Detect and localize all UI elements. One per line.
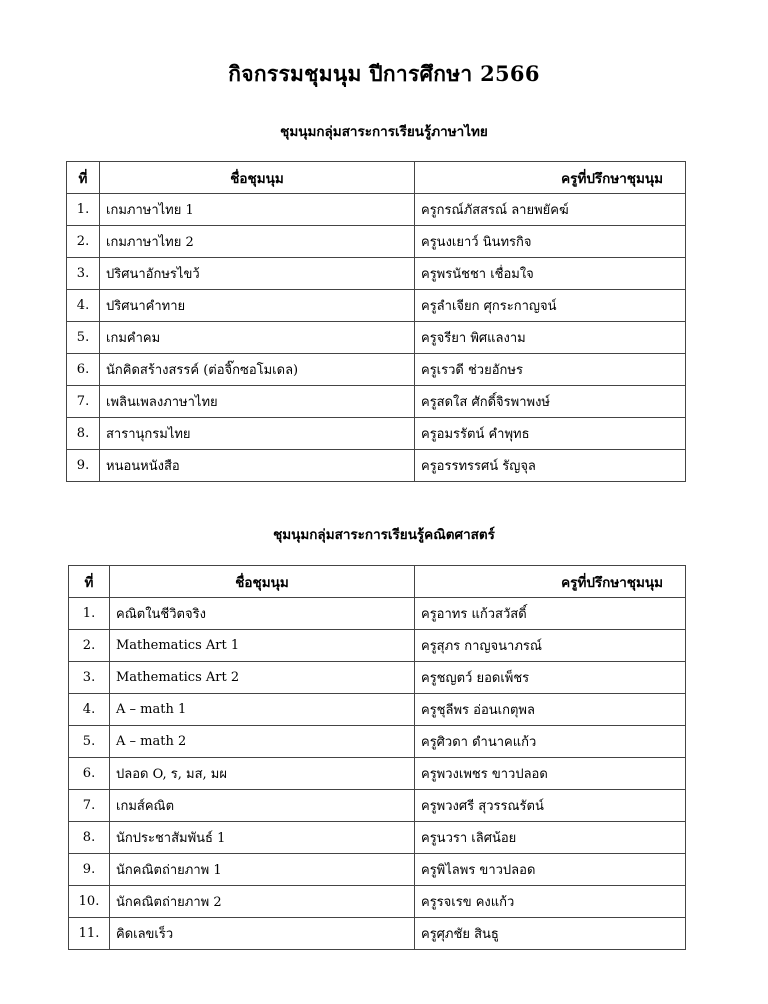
table-row bbox=[67, 386, 686, 418]
advisor-name: ครูนวรา เลิศน้อย bbox=[415, 822, 686, 854]
header-number: ที่ bbox=[67, 162, 100, 194]
advisor-name: ครูจรียา พิศแลงาม bbox=[415, 322, 686, 354]
row-number: 3. bbox=[69, 662, 110, 694]
club-name: ปริศนาอักษรไขว้ bbox=[100, 258, 415, 290]
table-row bbox=[67, 258, 686, 290]
row-number: 9. bbox=[67, 450, 100, 482]
table-row bbox=[69, 598, 686, 630]
advisor-name: ครูพวงเพชร ขาวปลอด bbox=[415, 758, 686, 790]
club-name: หนอนหนังสือ bbox=[100, 450, 415, 482]
header-club-name: ชื่อชุมนุม bbox=[100, 162, 415, 194]
advisor-name: ครูพวงศรี สุวรรณรัตน์ bbox=[415, 790, 686, 822]
table-row bbox=[69, 630, 686, 662]
table-row bbox=[69, 694, 686, 726]
club-name: นักคิดสร้างสรรค์ (ต่อจิ๊กซอโมเดล) bbox=[100, 354, 415, 386]
row-number: 4. bbox=[67, 290, 100, 322]
table-row bbox=[67, 290, 686, 322]
club-name: คณิตในชีวิตจริง bbox=[110, 598, 415, 630]
advisor-name: ครูพรนัชชา เชื่อมใจ bbox=[415, 258, 686, 290]
advisor-name: ครูศุภชัย สินธู bbox=[415, 918, 686, 950]
club-name: ปลอด O, ร, มส, มผ bbox=[110, 758, 415, 790]
advisor-name: ครูรจเรข คงแก้ว bbox=[415, 886, 686, 918]
advisor-name: ครูกรณ์ภัสสรณ์ ลายพยัคฆ์ bbox=[415, 194, 686, 226]
advisor-name: ครูอาทร แก้วสวัสดิ์ bbox=[415, 598, 686, 630]
row-number: 11. bbox=[69, 918, 110, 950]
header-club-name: ชื่อชุมนุม bbox=[110, 566, 415, 598]
thai-club-table bbox=[66, 161, 686, 482]
table-row bbox=[69, 758, 686, 790]
club-name: เกมภาษาไทย 1 bbox=[100, 194, 415, 226]
table-row bbox=[67, 354, 686, 386]
row-number: 2. bbox=[69, 630, 110, 662]
table-row bbox=[69, 790, 686, 822]
row-number: 4. bbox=[69, 694, 110, 726]
advisor-name: ครูนงเยาว์ นินทรกิจ bbox=[415, 226, 686, 258]
advisor-name: ครูชญตว์ ยอดเพ็ชร bbox=[415, 662, 686, 694]
advisor-name: ครูสดใส ศักดิ์จิรพาพงษ์ bbox=[415, 386, 686, 418]
advisor-name: ครูสุภร กาญจนาภรณ์ bbox=[415, 630, 686, 662]
table-row bbox=[69, 662, 686, 694]
row-number: 1. bbox=[67, 194, 100, 226]
club-name: คิดเลขเร็ว bbox=[110, 918, 415, 950]
club-name: นักคณิตถ่ายภาพ 1 bbox=[110, 854, 415, 886]
table-row bbox=[67, 418, 686, 450]
header-advisor: ครูที่ปรึกษาชุมนุม bbox=[415, 162, 686, 194]
row-number: 5. bbox=[69, 726, 110, 758]
advisor-name: ครูพิไลพร ขาวปลอด bbox=[415, 854, 686, 886]
table-row bbox=[67, 226, 686, 258]
advisor-name: ครูชุลีพร อ่อนเกตุพล bbox=[415, 694, 686, 726]
row-number: 1. bbox=[69, 598, 110, 630]
row-number: 2. bbox=[67, 226, 100, 258]
club-name: เกมคำคม bbox=[100, 322, 415, 354]
header-advisor: ครูที่ปรึกษาชุมนุม bbox=[415, 566, 686, 598]
table-row bbox=[69, 822, 686, 854]
club-name: A – math 1 bbox=[110, 694, 415, 726]
club-name: Mathematics Art 1 bbox=[110, 630, 415, 662]
header-number: ที่ bbox=[69, 566, 110, 598]
advisor-name: ครูลำเจียก ศุกระกาญจน์ bbox=[415, 290, 686, 322]
club-name: นักประชาสัมพันธ์ 1 bbox=[110, 822, 415, 854]
row-number: 6. bbox=[69, 758, 110, 790]
club-name: เพลินเพลงภาษาไทย bbox=[100, 386, 415, 418]
row-number: 7. bbox=[67, 386, 100, 418]
section-heading-thai: ชุมนุมกลุ่มสาระการเรียนรู้ภาษาไทย bbox=[280, 124, 488, 140]
table-row bbox=[67, 450, 686, 482]
advisor-name: ครูเรวดี ช่วยอักษร bbox=[415, 354, 686, 386]
row-number: 8. bbox=[69, 822, 110, 854]
table-header-row bbox=[69, 566, 686, 598]
row-number: 8. bbox=[67, 418, 100, 450]
club-name: นักคณิตถ่ายภาพ 2 bbox=[110, 886, 415, 918]
table-row bbox=[69, 726, 686, 758]
row-number: 6. bbox=[67, 354, 100, 386]
table-header-row bbox=[67, 162, 686, 194]
table-row bbox=[69, 886, 686, 918]
row-number: 5. bbox=[67, 322, 100, 354]
advisor-name: ครูอมรรัตน์ คำพุทธ bbox=[415, 418, 686, 450]
club-name: ปริศนาคำทาย bbox=[100, 290, 415, 322]
advisor-name: ครูอรรทรรศน์ รัญจุล bbox=[415, 450, 686, 482]
math-club-table bbox=[68, 565, 686, 950]
club-name: Mathematics Art 2 bbox=[110, 662, 415, 694]
club-name: A – math 2 bbox=[110, 726, 415, 758]
row-number: 9. bbox=[69, 854, 110, 886]
row-number: 3. bbox=[67, 258, 100, 290]
table-row bbox=[67, 194, 686, 226]
club-name: เกมภาษาไทย 2 bbox=[100, 226, 415, 258]
row-number: 10. bbox=[69, 886, 110, 918]
table-row bbox=[69, 918, 686, 950]
club-name: สารานุกรมไทย bbox=[100, 418, 415, 450]
row-number: 7. bbox=[69, 790, 110, 822]
advisor-name: ครูศิวดา ดำนาคแก้ว bbox=[415, 726, 686, 758]
club-name: เกมส์คณิต bbox=[110, 790, 415, 822]
table-row bbox=[69, 854, 686, 886]
page-title: กิจกรรมชุมนุม ปีการศึกษา 2566 bbox=[228, 61, 540, 86]
section-heading-math: ชุมนุมกลุ่มสาระการเรียนรู้คณิตศาสตร์ bbox=[273, 527, 495, 543]
table-row bbox=[67, 322, 686, 354]
